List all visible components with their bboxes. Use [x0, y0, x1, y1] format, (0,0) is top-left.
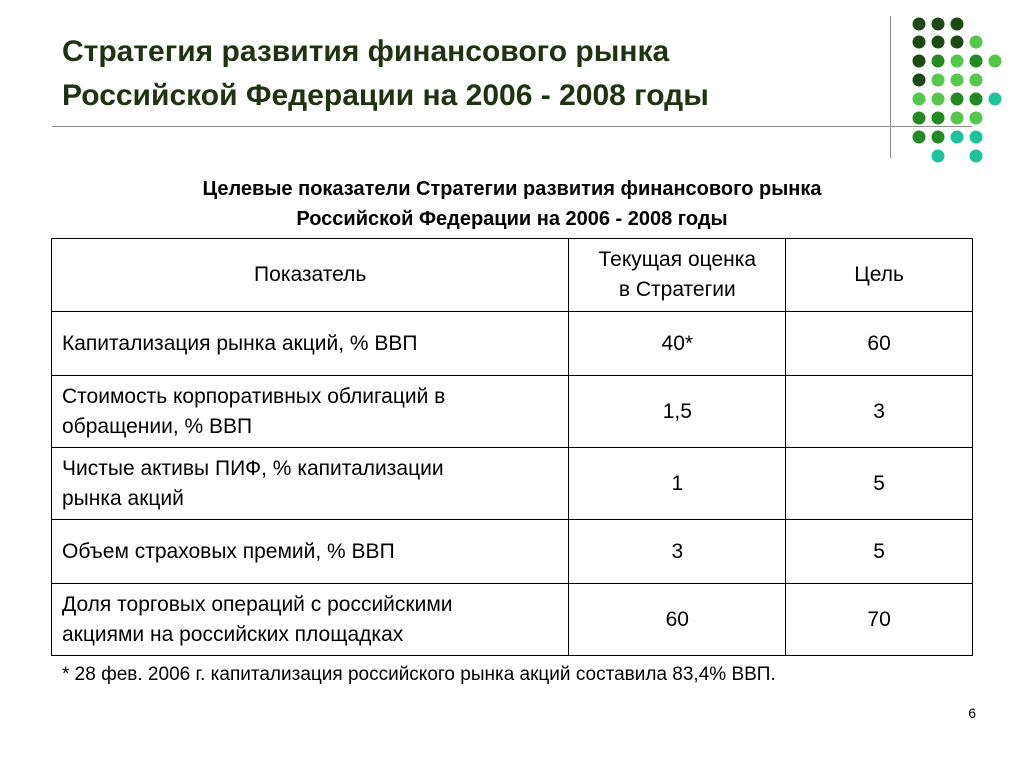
vertical-divider [890, 16, 891, 158]
decorative-dot [970, 74, 983, 87]
current-value-cell: 3 [569, 520, 786, 584]
decorative-dot [932, 150, 945, 163]
current-value-cell: 60 [569, 584, 786, 656]
table-row [52, 584, 973, 656]
decorative-dot [932, 36, 945, 49]
decorative-dot [932, 18, 945, 31]
decorative-dot [932, 93, 945, 106]
decorative-dot [951, 131, 964, 144]
header-current-estimate [569, 239, 786, 312]
indicators-table [51, 238, 973, 656]
indicator-cell [52, 584, 569, 656]
page-number: 6 [968, 705, 976, 721]
table-caption-line-1: Целевые показатели Стратегии развития финансового рынка [202, 178, 822, 200]
decorative-dot [970, 36, 983, 49]
table-row [52, 520, 973, 584]
decorative-dot [913, 112, 926, 125]
decorative-dot [932, 55, 945, 68]
indicator-cell [52, 520, 569, 584]
current-value-cell: 1 [569, 448, 786, 520]
decorative-dot [951, 55, 964, 68]
decorative-dot [989, 55, 1002, 68]
indicator-cell [52, 312, 569, 376]
decorative-dot [913, 18, 926, 31]
indicator-text: Объем страховых премий, % ВВП [62, 539, 395, 563]
decorative-dot [989, 93, 1002, 106]
current-value-cell: 1,5 [569, 376, 786, 448]
decorative-dot [932, 74, 945, 87]
indicator-cell [52, 376, 569, 448]
indicator-text-line-1: Доля торговых операций с российскими [62, 592, 453, 616]
current-value-cell: 40* [569, 312, 786, 376]
decorative-dot [951, 18, 964, 31]
decorative-dot [913, 36, 926, 49]
table-footnote: * 28 фев. 2006 г. капитализация российского рынка акций составила 83,4% ВВП. [62, 664, 776, 685]
table-caption-line-2: Российской Федерации на 2006 - 2008 годы [296, 208, 728, 230]
header-target: Цель [786, 239, 973, 312]
decorative-dot [913, 93, 926, 106]
header-current-line-2: в Стратегии [618, 278, 736, 301]
decorative-dot [970, 150, 983, 163]
decorative-dot [951, 93, 964, 106]
indicator-text-line-1: Чистые активы ПИФ, % капитализации [62, 456, 444, 480]
header-current-line-1: Текущая оценка [598, 248, 757, 271]
table-row [52, 448, 973, 520]
decorative-dot [951, 74, 964, 87]
decorative-dot [932, 112, 945, 125]
slide-title [62, 30, 862, 118]
indicator-cell [52, 448, 569, 520]
decorative-dot [951, 112, 964, 125]
table-caption [52, 174, 972, 234]
slide-title-line-1: Стратегия развития финансового рынка [62, 35, 670, 68]
indicator-text-line-2: рынка акций [62, 486, 184, 510]
decorative-dot [951, 36, 964, 49]
table-row [52, 376, 973, 448]
indicator-text-line-2: акциями на российских площадках [62, 622, 404, 646]
header-indicator: Показатель [52, 239, 569, 312]
table-row [52, 312, 973, 376]
decorative-dot [970, 93, 983, 106]
decorative-dot [913, 55, 926, 68]
indicator-text: Капитализация рынка акций, % ВВП [62, 331, 418, 355]
target-value-cell: 3 [786, 376, 973, 448]
table-header-row [52, 239, 973, 312]
target-value-cell: 5 [786, 448, 973, 520]
decorative-dot [913, 131, 926, 144]
indicator-text-line-1: Стоимость корпоративных облигаций в [62, 384, 446, 408]
target-value-cell: 60 [786, 312, 973, 376]
decorative-dot [970, 112, 983, 125]
decorative-dot [913, 74, 926, 87]
title-divider [52, 126, 972, 127]
slide-title-line-2: Российской Федерации на 2006 - 2008 годы [62, 79, 709, 112]
decorative-dot [970, 55, 983, 68]
decorative-dot [970, 131, 983, 144]
target-value-cell: 5 [786, 520, 973, 584]
target-value-cell: 70 [786, 584, 973, 656]
decorative-dot [932, 131, 945, 144]
indicator-text-line-2: обращении, % ВВП [62, 414, 253, 438]
